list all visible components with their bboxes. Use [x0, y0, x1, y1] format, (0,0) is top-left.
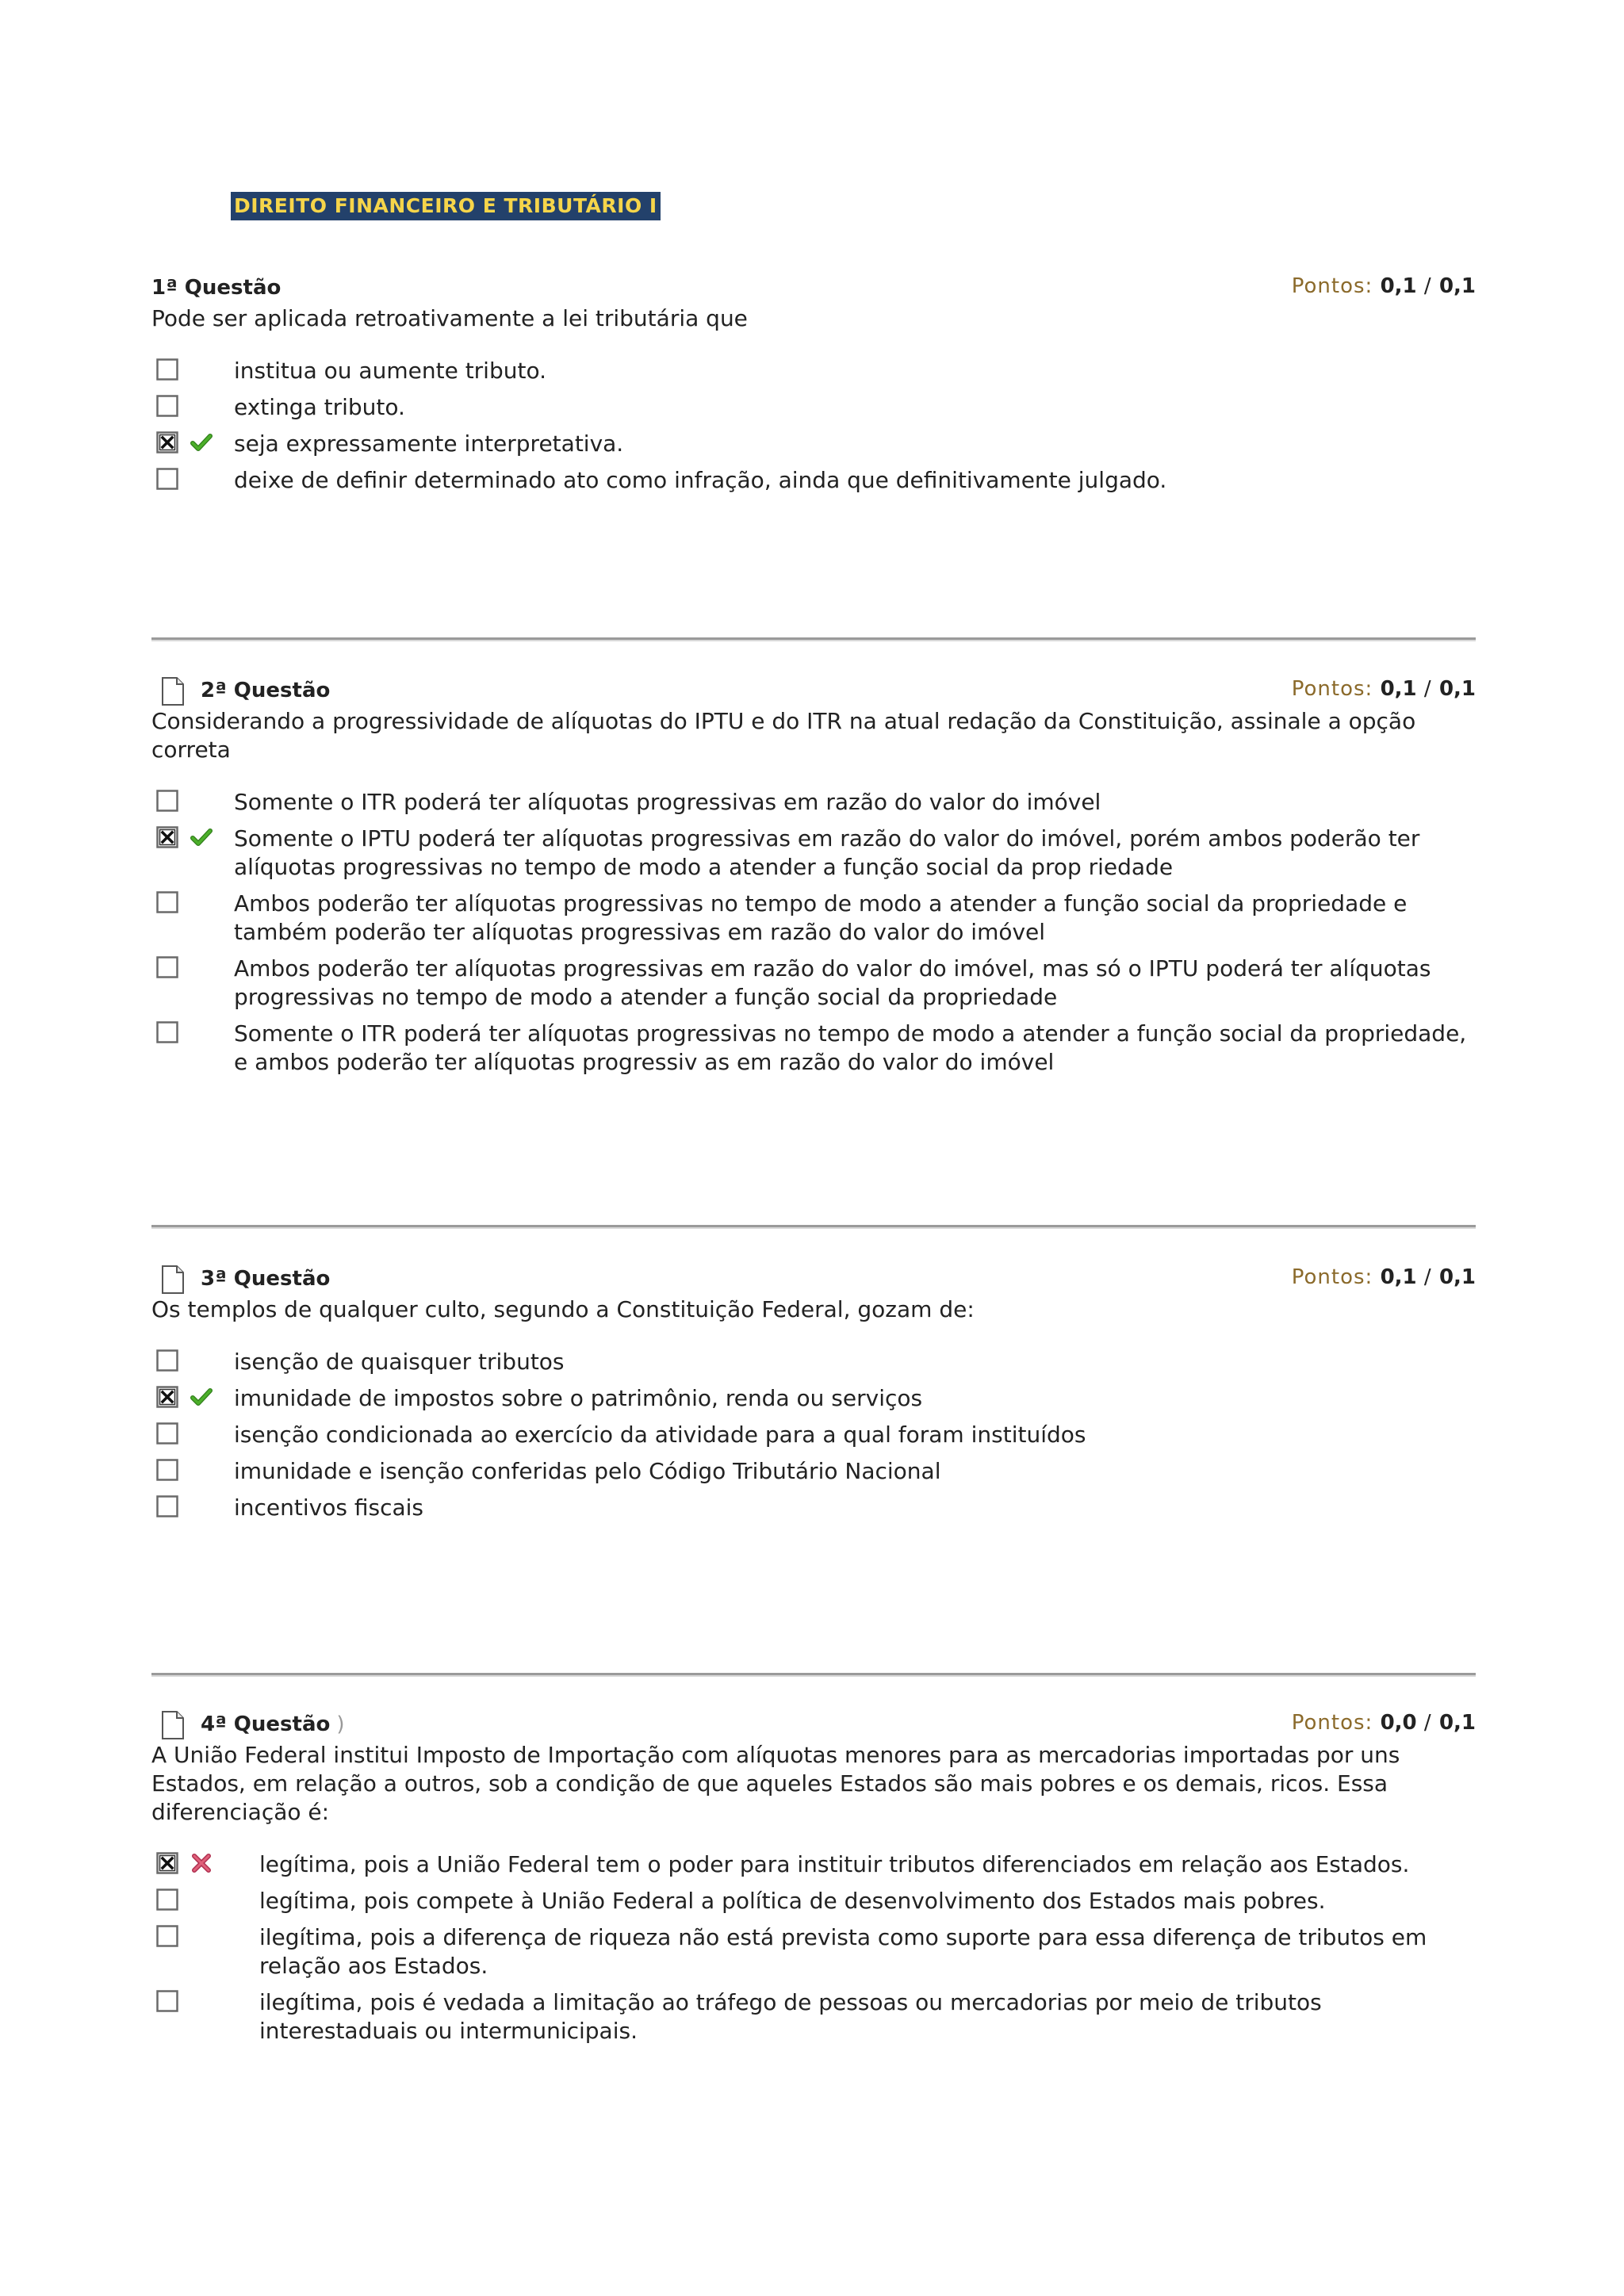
answer-option-label: deixe de definir determinado ato como infração, ainda que definitivamente julgado. — [234, 467, 1167, 493]
no-mark — [190, 1888, 213, 1911]
question-prompt: Os templos de qualquer culto, segundo a Constituição Federal, gozam de: — [151, 1296, 975, 1322]
checkbox-empty-icon[interactable] — [156, 1021, 178, 1043]
answer-option-label: ilegítima, pois a diferença de riqueza não está prevista como suporte para essa diferença de tributos em relação aos Estados. — [259, 1924, 1427, 1979]
answer-option[interactable] — [151, 1850, 1476, 1879]
no-mark — [190, 358, 213, 381]
no-mark — [190, 1422, 213, 1445]
question-1 — [151, 270, 1476, 503]
checkbox-empty-icon[interactable] — [156, 468, 178, 490]
document-icon — [161, 1265, 185, 1294]
question-prompt: A União Federal institui Imposto de Importação com alíquotas menores para as mercadorias importadas por uns Estados, em relação a outros, sob a condição de que aqueles Estados são mais pobres e os demais, ricos. Essa diferenciação é: — [151, 1742, 1400, 1825]
question-title — [151, 276, 281, 300]
no-mark — [190, 790, 213, 812]
answer-option[interactable] — [151, 1494, 1476, 1522]
answer-option[interactable] — [151, 357, 1476, 385]
points-obtained: 0,0 — [1380, 1711, 1417, 1735]
question-title-suffix: ) — [336, 1712, 345, 1736]
question-points — [1292, 274, 1476, 298]
question-title — [161, 1262, 330, 1291]
answer-option-label: legítima, pois a União Federal tem o poder para instituir tributos diferenciados em relação aos Estados. — [259, 1851, 1410, 1877]
checkbox-empty-icon[interactable] — [156, 358, 178, 381]
answer-option[interactable] — [151, 1887, 1476, 1915]
checkbox-checked-icon[interactable] — [156, 1386, 178, 1408]
answer-option-label: isenção condicionada ao exercício da atividade para a qual foram instituídos — [234, 1422, 1086, 1448]
answer-option[interactable] — [151, 430, 1476, 458]
points-separator: / — [1423, 677, 1432, 701]
no-mark — [190, 1495, 213, 1517]
points-obtained: 0,1 — [1380, 677, 1417, 701]
answer-option[interactable] — [151, 466, 1476, 495]
question-3 — [151, 1261, 1476, 1530]
points-label: Pontos: — [1291, 677, 1373, 701]
answer-option[interactable] — [151, 1457, 1476, 1486]
points-separator: / — [1423, 274, 1432, 298]
checkbox-checked-icon[interactable] — [156, 1852, 178, 1874]
checkbox-empty-icon[interactable] — [156, 1990, 178, 2012]
answer-option-label: Somente o ITR poderá ter alíquotas progressivas no tempo de modo a atender a função social da propriedade, e ambos poderão ter alíquotas progressiv as em razão do valor do imóvel — [234, 1020, 1467, 1075]
checkbox-empty-icon[interactable] — [156, 891, 178, 913]
question-header — [151, 672, 1476, 704]
answer-option[interactable] — [151, 1348, 1476, 1376]
answer-option[interactable] — [151, 788, 1476, 817]
question-title — [161, 1708, 345, 1736]
answer-options — [151, 788, 1476, 1077]
no-mark — [190, 1925, 213, 1947]
checkbox-checked-icon[interactable] — [156, 826, 178, 848]
checkbox-empty-icon[interactable] — [156, 395, 178, 417]
points-total: 0,1 — [1438, 1711, 1476, 1735]
answer-option-label: Somente o ITR poderá ter alíquotas progressivas em razão do valor do imóvel — [234, 789, 1101, 815]
no-mark — [190, 468, 213, 490]
checkbox-empty-icon[interactable] — [156, 1888, 178, 1911]
answer-option[interactable] — [151, 1988, 1476, 2045]
answer-option-label: isenção de quaisquer tributos — [234, 1349, 565, 1375]
points-obtained: 0,1 — [1380, 1265, 1417, 1289]
question-number: 2ª Questão — [201, 679, 331, 702]
question-number: 4ª Questão — [201, 1712, 331, 1736]
no-mark — [190, 1021, 213, 1043]
question-2 — [151, 672, 1476, 1085]
checkbox-empty-icon[interactable] — [156, 1495, 178, 1517]
question-points — [1292, 1711, 1476, 1735]
no-mark — [190, 891, 213, 913]
answer-option[interactable] — [151, 1923, 1476, 1980]
points-label: Pontos: — [1291, 274, 1373, 298]
no-mark — [190, 1349, 213, 1372]
question-title — [161, 674, 330, 702]
points-label: Pontos: — [1291, 1265, 1373, 1289]
document-icon — [161, 677, 185, 706]
question-divider — [151, 1225, 1476, 1229]
answer-options — [151, 357, 1476, 495]
checkbox-empty-icon[interactable] — [156, 1925, 178, 1947]
points-total: 0,1 — [1438, 274, 1476, 298]
question-header — [151, 270, 1476, 301]
points-separator: / — [1423, 1711, 1432, 1735]
no-mark — [190, 1990, 213, 2012]
check-icon — [190, 826, 213, 848]
answer-option-label: Ambos poderão ter alíquotas progressivas em razão do valor do imóvel, mas só o IPTU poderá ter alíquotas progressivas no tempo de modo a atender a função social da propriedade — [234, 955, 1431, 1010]
question-divider — [151, 637, 1476, 641]
points-obtained: 0,1 — [1380, 274, 1417, 298]
course-title: DIREITO FINANCEIRO E TRIBUTÁRIO I — [231, 192, 661, 220]
question-points — [1292, 677, 1476, 701]
checkbox-empty-icon[interactable] — [156, 1459, 178, 1481]
checkbox-empty-icon[interactable] — [156, 790, 178, 812]
answer-options — [151, 1348, 1476, 1522]
question-number: 3ª Questão — [201, 1267, 331, 1291]
question-points — [1292, 1265, 1476, 1289]
answer-option[interactable] — [151, 955, 1476, 1012]
answer-option-label: legítima, pois compete à União Federal a política de desenvolvimento dos Estados mais pobres. — [259, 1888, 1326, 1914]
answer-option-label: Ambos poderão ter alíquotas progressivas no tempo de modo a atender a função social da propriedade e também poderão ter alíquotas progressivas em razão do valor do imóvel — [234, 890, 1408, 945]
answer-option-label: imunidade de impostos sobre o patrimônio, renda ou serviços — [234, 1385, 923, 1411]
points-separator: / — [1423, 1265, 1432, 1289]
question-4 — [151, 1706, 1476, 2053]
no-mark — [190, 956, 213, 978]
answer-option-label: seja expressamente interpretativa. — [234, 430, 624, 457]
checkbox-empty-icon[interactable] — [156, 956, 178, 978]
check-icon — [190, 1386, 213, 1408]
answer-option-label: ilegítima, pois é vedada a limitação ao tráfego de pessoas ou mercadorias por meio de tributos interestaduais ou intermunicipais. — [259, 1989, 1322, 2044]
answer-option-label: institua ou aumente tributo. — [234, 358, 546, 384]
answer-option[interactable] — [151, 825, 1476, 882]
answer-option-label: Somente o IPTU poderá ter alíquotas progressivas em razão do valor do imóvel, porém ambos poderão ter alíquotas progressivas no tempo de modo a atender a função social da prop riedade — [234, 825, 1420, 880]
answer-option[interactable] — [151, 1384, 1476, 1413]
answer-option-label: imunidade e isenção conferidas pelo Código Tributário Nacional — [234, 1458, 941, 1484]
no-mark — [190, 395, 213, 417]
question-divider — [151, 1673, 1476, 1677]
points-total: 0,1 — [1438, 1265, 1476, 1289]
points-label: Pontos: — [1291, 1711, 1373, 1735]
question-header — [151, 1706, 1476, 1738]
check-icon — [190, 431, 213, 453]
answer-option-label: extinga tributo. — [234, 394, 405, 420]
question-header — [151, 1261, 1476, 1292]
question-prompt: Pode ser aplicada retroativamente a lei tributária que — [151, 305, 748, 331]
answer-options — [151, 1850, 1476, 2045]
answer-option[interactable] — [151, 393, 1476, 422]
checkbox-empty-icon[interactable] — [156, 1349, 178, 1372]
answer-option[interactable] — [151, 1421, 1476, 1449]
checkbox-empty-icon[interactable] — [156, 1422, 178, 1445]
points-total: 0,1 — [1438, 677, 1476, 701]
question-number: 1ª Questão — [151, 276, 282, 300]
no-mark — [190, 1459, 213, 1481]
answer-option-label: incentivos fiscais — [234, 1494, 423, 1521]
answer-option[interactable] — [151, 1020, 1476, 1077]
document-icon — [161, 1711, 185, 1739]
question-prompt: Considerando a progressividade de alíquotas do IPTU e do ITR na atual redação da Constituição, assinale a opção correta — [151, 708, 1416, 763]
answer-option[interactable] — [151, 890, 1476, 947]
cross-icon — [190, 1852, 213, 1874]
checkbox-checked-icon[interactable] — [156, 431, 178, 453]
